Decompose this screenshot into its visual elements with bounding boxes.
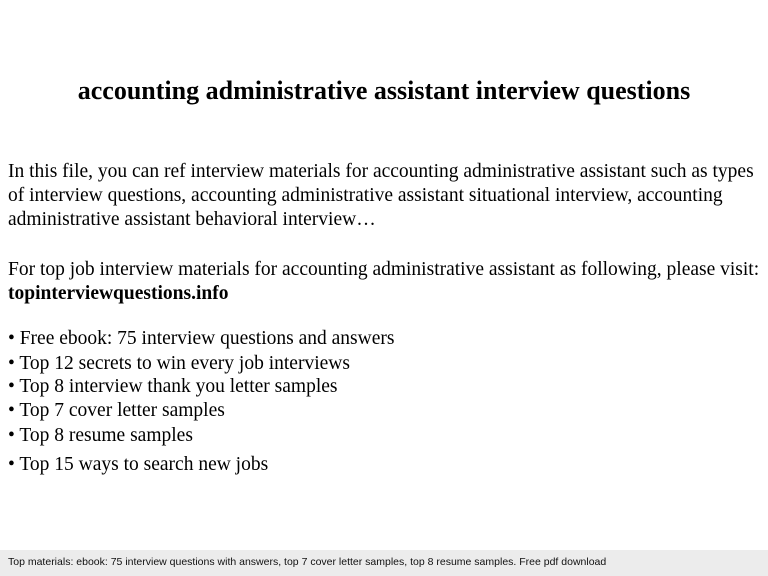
intro-paragraph: In this file, you can ref interview materials for accounting administrative assistant such as types of interview questions, accounting administrative assistant situational interview, accounting administrative assistant behavioral interview… bbox=[8, 161, 754, 230]
list-item: • Top 8 interview thank you letter samples bbox=[8, 376, 338, 397]
list-item: • Top 8 resume samples bbox=[8, 425, 193, 446]
promo-text: For top job interview materials for accounting administrative assistant as following, please visit: bbox=[8, 259, 760, 280]
promo-paragraph bbox=[8, 258, 764, 306]
site-link[interactable]: topinterviewquestions.info bbox=[8, 283, 229, 304]
footer-text: Top materials: ebook: 75 interview questions with answers, top 7 cover letter samples, top 8 resume samples. Free pdf download bbox=[8, 556, 607, 568]
materials-list bbox=[8, 326, 764, 477]
list-item: • Top 7 cover letter samples bbox=[8, 400, 225, 421]
page-title: accounting administrative assistant interview questions bbox=[77, 76, 691, 105]
footer-bar bbox=[0, 550, 768, 576]
list-item: • Top 12 secrets to win every job interviews bbox=[8, 353, 350, 374]
list-item: • Top 15 ways to search new jobs bbox=[8, 454, 269, 475]
list-item: • Free ebook: 75 interview questions and answers bbox=[8, 328, 395, 349]
